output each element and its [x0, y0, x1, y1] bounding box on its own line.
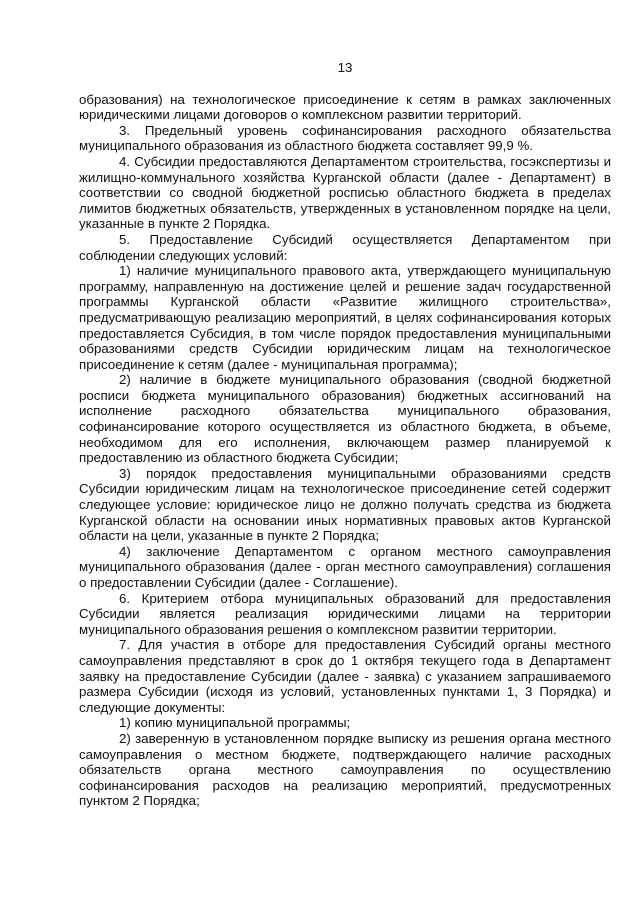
paragraph-item-7-2: 2) заверенную в установленном порядке выписку из решения органа местного самоуправления о местном бюджете, подтверждающего наличие расходных обязательств органа местного самоуправления по осуществлению софинансирования расходов на реализацию мероприятий, предусмотренных пунктом 2 Порядка;	[79, 730, 611, 809]
paragraph-item-7: 7. Для участия в отборе для предоставления Субсидий органы местного самоуправления представляют в срок до 1 октября текущего года в Департамент заявку на предоставление Субсидии (далее - заявка) с указанием запрашиваемого размера Субсидии (исходя из условий, установленных пунктами 1, 3 Порядка) и следующие документы:	[79, 637, 611, 715]
paragraph-item-5-2: 2) наличие в бюджете муниципального образования (сводной бюджетной росписи бюджета муниципального образования) бюджетных ассигнований на исполнение расходного обязательства муниципального образования, софинансирование которого осуществляется из областного бюджета, в объеме, необходимом для его исполнения, включающем размер планируемой к предоставлению из областного бюджета Субсидии;	[79, 372, 611, 466]
paragraph-item-5-4: 4) заключение Департаментом с органом местного самоуправления муниципального образования (далее - орган местного самоуправления) соглашения о предоставлении Субсидии (далее - Соглашение).	[79, 543, 611, 590]
page-number: 13	[337, 60, 353, 75]
paragraph-item-4: 4. Субсидии предоставляются Департаментом строительства, госэкспертизы и жилищно-коммунального хозяйства Курганской области (далее - Департамент) в соответствии со сводной бюджетной росписью областного бюджета в пределах лимитов бюджетных обязательств, утвержденных в установленном порядке на цели, указанные в пункте 2 Порядка.	[79, 153, 611, 232]
paragraph-item-7-1: 1) копию муниципальной программы;	[119, 715, 351, 731]
paragraph-item-3: 3. Предельный уровень софинансирования расходного обязательства муниципального образования из областного бюджета составляет 99,9 %.	[79, 122, 611, 154]
paragraph-continuation: образования) на технологическое присоединение к сетям в рамках заключенных юридическими лицами договоров о комплексном развитии территорий.	[79, 91, 611, 123]
paragraph-item-6: 6. Критерием отбора муниципальных образований для предоставления Субсидии является реализация юридическими лицами на территории муниципального образования решения о комплексном развитии территории.	[79, 590, 611, 637]
paragraph-item-5-1: 1) наличие муниципального правового акта, утверждающего муниципальную программу, направленную на достижение целей и решение задач государственной программы Курганской области «Развитие жилищного строительства», предусматривающую реализацию мероприятий, в целях софинансирования которых предоставляется Субсидия, в том числе порядок предоставления муниципальными образованиями средств Субсидии юридическим лицам на технологическое присоединение к сетям (далее - муниципальная программа);	[79, 263, 611, 372]
paragraph-item-5-3: 3) порядок предоставления муниципальными образованиями средств Субсидии юридическим лицам на технологическое присоединение сетей содержит следующее условие: юридическое лицо не должно получать средства из бюджета Курганской области на основании иных нормативных правовых актов Курганской области на цели, указанные в пункте 2 Порядка;	[79, 465, 611, 544]
document-page	[79, 60, 611, 809]
paragraph-item-5: 5. Предоставление Субсидий осуществляется Департаментом при соблюдении следующих условий:	[79, 231, 611, 263]
